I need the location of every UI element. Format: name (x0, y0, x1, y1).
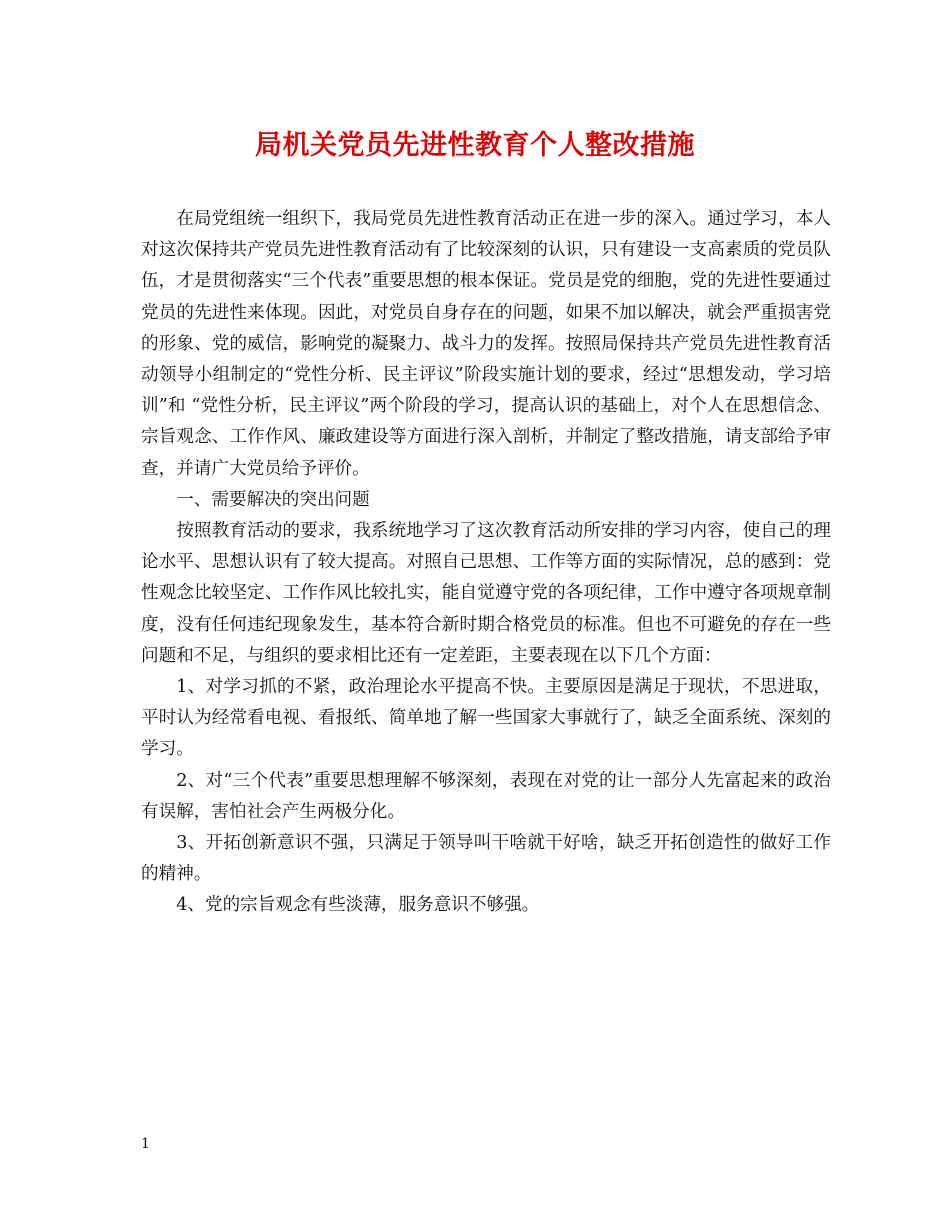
section-paragraph: 按照教育活动的要求，我系统地学习了这次教育活动所安排的学习内容，使自己的理论水平、思想认识有了较大提高。对照自己思想、工作等方面的实际情况，总的感到：党性观念比较坚定、工作作风比较扎实，能自觉遵守党的各项纪律，工作中遵守各项规章制度，没有任何违纪现象发生，基本符合新时期合格党员的标准。但也不可避免的存在一些问题和不足，与组织的要求相比还有一定差距，主要表现在以下几个方面： (141, 521, 831, 666)
list-item-2: 2、对“三个代表”重要思想理解不够深刻，表现在对党的让一部分人先富起来的政治有误解，害怕社会产生两极分化。 (141, 770, 831, 822)
section-heading: 一、需要解决的突出问题 (176, 489, 370, 510)
document-body (141, 204, 831, 922)
intro-paragraph: 在局党组统一组织下，我局党员先进性教育活动正在进一步的深入。通过学习，本人对这次保持共产党员先进性教育活动有了比较深刻的认识，只有建设一支高素质的党员队伍，才是贯彻落实“三个代表”重要思想的根本保证。党员是党的细胞，党的先进性要通过党员的先进性来体现。因此，对党员自身存在的问题，如果不加以解决，就会严重损害党的形象、党的威信，影响党的凝聚力、战斗力的发挥。按照局保持共产党员先进性教育活动领导小组制定的“党性分析、民主评议”阶段实施计划的要求，经过“思想发动，学习培训”和 “党性分析，民主评议”两个阶段的学习，提高认识的基础上，对个人在思想信念、宗旨观念、工作作风、廉政建设等方面进行深入剖析，并制定了整改措施，请支部给予审查，并请广大党员给予评价。 (141, 209, 831, 479)
list-item-4: 4、党的宗旨观念有些淡薄，服务意识不够强。 (176, 895, 540, 916)
list-item-1: 1、对学习抓的不紧，政治理论水平提高不快。主要原因是满足于现状，不思进取，平时认为经常看电视、看报纸、简单地了解一些国家大事就行了，缺乏全面系统、深刻的学习。 (141, 677, 831, 760)
page-number: 1 (141, 1136, 150, 1152)
list-item-3: 3、开拓创新意识不强，只满足于领导叫干啥就干好啥，缺乏开拓创造性的做好工作的精神。 (141, 833, 831, 885)
document-title: 局机关党员先进性教育个人整改措施 (255, 130, 695, 161)
